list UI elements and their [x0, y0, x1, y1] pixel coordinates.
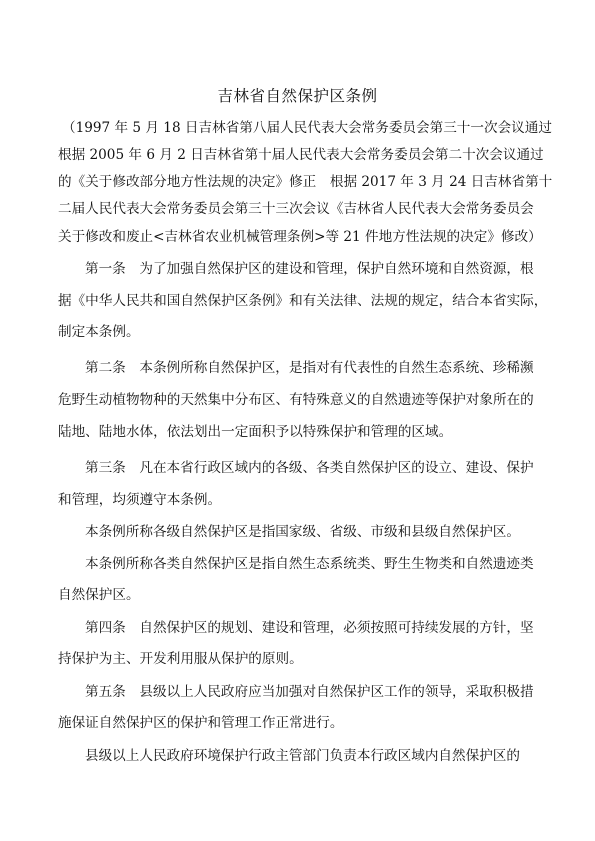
article-2-line-1: 第二条 本条例所称自然保护区，是指对有代表性的自然生态系统、珍稀濒 [85, 360, 534, 376]
article-1-line-3: 制定本条例。 [58, 324, 140, 340]
article-3-para-3-line-1: 本条例所称各类自然保护区是指自然生态系统类、野生生物类和自然遗迹类 [85, 556, 534, 572]
article-2-line-2: 危野生动植物物种的天然集中分布区、有特殊意义的自然遗迹等保护对象所在的 [58, 392, 534, 408]
preamble-line-1: （1997 年 5 月 18 日吉林省第八届人民代表大会常务委员会第三十一次会议通过 [62, 120, 552, 136]
preamble-line-5: 关于修改和废止<吉林省农业机械管理条例>等 21 件地方性法规的决定》修改） [58, 229, 542, 245]
article-3-line-2: 和管理，均须遵守本条例。 [58, 492, 222, 508]
article-1-line-1: 第一条 为了加强自然保护区的建设和管理，保护自然环境和自然资源，根 [85, 261, 534, 277]
article-3-line-1: 第三条 凡在本省行政区域内的各级、各类自然保护区的设立、建设、保护 [85, 460, 534, 476]
preamble-line-4: 二届人民代表大会常务委员会第三十三次会议《吉林省人民代表大会常务委员会 [58, 201, 534, 217]
document-title: 吉林省自然保护区条例 [217, 87, 378, 105]
article-2-line-3: 陆地、陆地水体，依法划出一定面积予以特殊保护和管理的区域。 [58, 424, 453, 440]
article-5-line-2: 施保证自然保护区的保护和管理工作正常进行。 [58, 715, 344, 731]
article-1-line-2: 据《中华人民共和国自然保护区条例》和有关法律、法规的规定，结合本省实际， [58, 293, 548, 309]
article-3-para-2-line-1: 本条例所称各级自然保护区是指国家级、省级、市级和县级自然保护区。 [85, 524, 520, 540]
article-5-line-1: 第五条 县级以上人民政府应当加强对自然保护区工作的领导，采取积极措 [85, 684, 534, 700]
article-3-para-3-line-2: 自然保护区。 [58, 587, 140, 603]
preamble-line-2: 根据 2005 年 6 月 2 日吉林省第十届人民代表大会常务委员会第二十次会议通过 [58, 147, 544, 163]
article-5-para-2-line-1: 县级以上人民政府环境保护行政主管部门负责本行政区域内自然保护区的 [85, 748, 520, 764]
article-4-line-2: 持保护为主、开发利用服从保护的原则。 [58, 651, 303, 667]
preamble-line-3: 的《关于修改部分地方性法规的决定》修正 根据 2017 年 3 月 24 日吉林省第十 [58, 174, 553, 190]
article-4-line-1: 第四条 自然保护区的规划、建设和管理，必须按照可持续发展的方针，坚 [85, 620, 534, 636]
